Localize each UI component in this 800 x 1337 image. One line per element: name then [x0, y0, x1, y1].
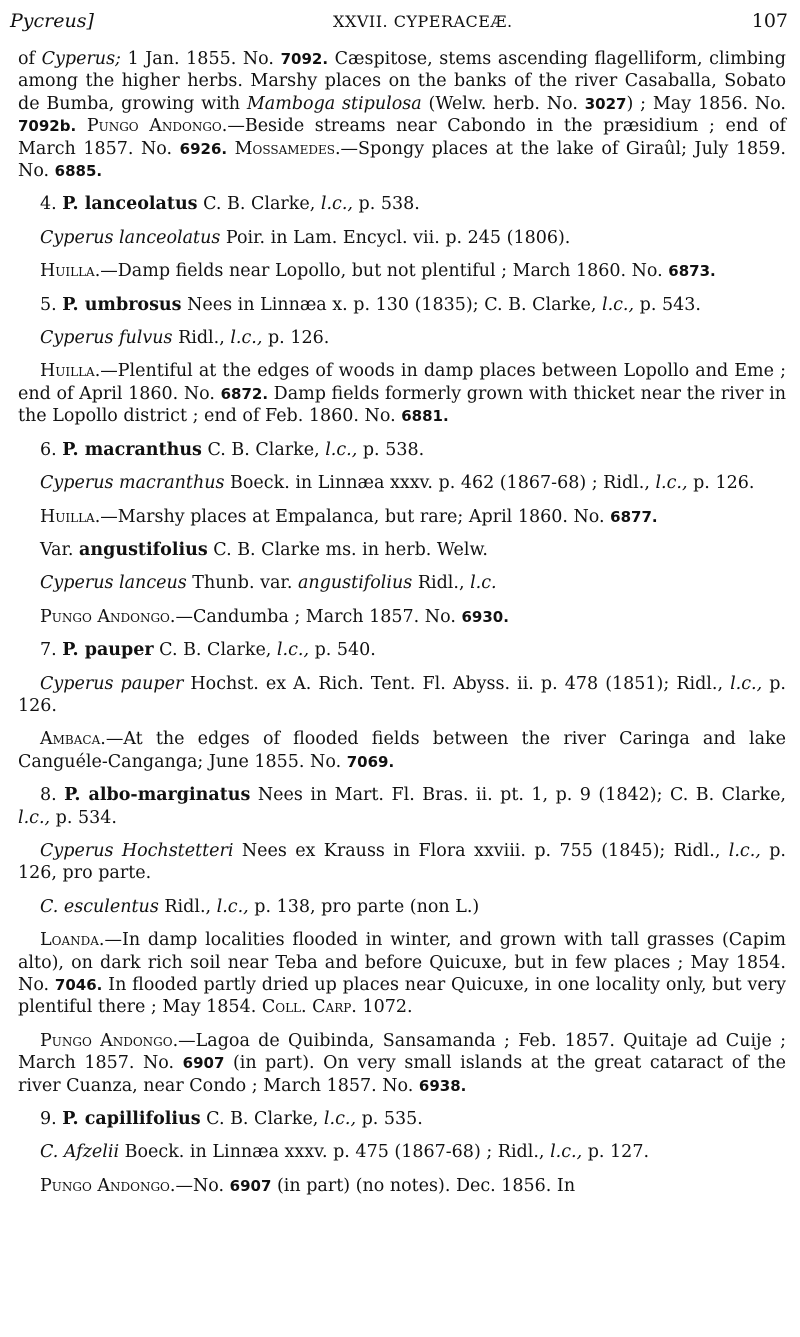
text-segment: Nees ex Krauss in Flora xxviii. p. 755 (1845); Ridl., [233, 840, 729, 861]
paragraph [18, 639, 786, 661]
text-segment: Ridl., [158, 896, 217, 917]
text-segment: P. lanceolatus [62, 194, 198, 215]
text-segment: Loanda. [40, 930, 105, 951]
text-segment: Pungo Andongo. [86, 116, 228, 137]
text-segment: 7092b. [18, 117, 77, 136]
text-segment: C. B. Clarke ms. in herb. Welw. [207, 539, 488, 560]
text-segment: Cyperus Hochstetteri [40, 840, 234, 861]
text-segment: —In damp localities flooded in winter, and grown with tall grasses (Capim alto), on dark rich soil near Teba and before Quicuxe, but in few places ; May 1854. No. [18, 930, 786, 995]
text-segment: Hochst. ex A. Rich. Tent. Fl. Abyss. ii. p. 478 (1851); Ridl., [183, 673, 731, 694]
text-segment: C. B. Clarke, [200, 1109, 324, 1130]
text-segment: p. 534. [50, 807, 117, 828]
text-segment: 7046. [54, 976, 103, 994]
paragraph [18, 294, 786, 316]
text-segment: P. macranthus [62, 439, 202, 460]
text-segment: 6930. [461, 607, 509, 626]
text-segment: 8. [40, 785, 65, 806]
text-segment: l.c., [323, 1109, 357, 1130]
text-segment: 6926. [179, 139, 228, 158]
text-segment: Cæspitose, stems ascending flagelliform, climbing among the higher herbs. Marshy places on the banks of the river Casaballa, Sobato de Bumba, growing with [18, 49, 787, 114]
text-segment: Var. [40, 539, 80, 560]
text-segment: p. 138, pro parte (non L.) [248, 896, 480, 917]
text-segment: l.c., [18, 807, 51, 828]
paragraph [18, 1108, 786, 1130]
text-segment: l.c., [230, 328, 263, 349]
text-segment: l.c. [470, 573, 497, 594]
paragraph [18, 673, 786, 718]
text-segment: P. capillifolius [62, 1109, 201, 1130]
text-segment: l.c., [601, 294, 635, 315]
text-segment: 7092. [280, 50, 329, 68]
chapter-title: XXVII. CYPERACEÆ. [333, 12, 513, 31]
paragraph [18, 784, 786, 829]
text-segment: Thunb. var. [186, 573, 298, 594]
text-segment: l.c., [320, 194, 353, 215]
text-segment: 9. [40, 1109, 63, 1130]
text-segment: l.c., [276, 640, 310, 661]
text-segment: l.c., [728, 840, 761, 861]
text-segment: Huilla. [40, 506, 101, 527]
text-segment: Cyperus lanceolatus [40, 227, 221, 248]
text-segment [227, 139, 235, 159]
text-segment: p. 126. [687, 473, 755, 494]
paragraph [18, 193, 786, 215]
text-segment: Cyperus fulvus [40, 328, 173, 349]
text-segment: (in part) (no notes). Dec. 1856. In [271, 1175, 576, 1196]
text-segment: Nees in Linnæa x. p. 130 (1835); C. B. Clarke, [181, 294, 602, 315]
paragraph [18, 1175, 786, 1197]
text-segment: l.c., [216, 896, 249, 917]
text-segment: l.c., [730, 673, 763, 694]
text-segment: Huilla. [40, 361, 101, 382]
text-segment: 6872. [220, 384, 269, 403]
text-segment [76, 116, 87, 136]
text-segment: Cyperus pauper [40, 673, 184, 694]
text-segment: 6881. [401, 407, 449, 426]
text-segment: —Lagoa de Quibinda, Sansamanda ; Feb. 1857. Quitaje ad Cuije ; March 1857. No. [18, 1030, 786, 1074]
text-segment: angustifolius [79, 539, 208, 560]
paragraph [18, 1030, 786, 1097]
text-segment: P. umbrosus [62, 294, 182, 315]
text-segment: 6907 [182, 1054, 225, 1073]
page-body [18, 48, 786, 1208]
text-segment: —Plentiful at the edges of woods in damp places between Lopollo and Eme ; end of April 1860. No. [18, 361, 786, 404]
text-segment: Mamboga stipulosa [246, 93, 422, 114]
text-segment: Boeck. in Linnæa xxxv. p. 462 (1867-68) ; Ridl., [224, 473, 656, 494]
text-segment: l.c., [655, 473, 688, 494]
text-segment: Poir. in Lam. Encycl. vii. p. 245 (1806). [220, 227, 571, 248]
text-segment: 5. [40, 294, 63, 315]
text-segment: 7069. [346, 752, 395, 771]
text-segment: Boeck. in Linnæa xxxv. p. 475 (1867-68) ; Ridl., [119, 1142, 551, 1163]
text-segment: Mossamedes. [234, 138, 341, 159]
paragraph [18, 506, 786, 528]
text-segment: Pungo Andongo. [40, 1175, 176, 1196]
text-segment: 6907 [229, 1176, 272, 1195]
text-segment: 6. [40, 439, 63, 460]
text-segment: l.c., [325, 439, 358, 460]
paragraph [18, 896, 786, 918]
paragraph [18, 606, 786, 628]
text-segment: p. 126, pro parte. [18, 840, 786, 884]
text-segment: (in part). On very small islands at the great cataract of the river Cuanza, near Condo ; March 1857. No. [18, 1053, 786, 1096]
text-segment: p. 538. [352, 194, 420, 215]
text-segment: Ridl., [172, 328, 231, 349]
paragraph [18, 840, 786, 885]
text-segment: —At the edges of flooded fields between the river Caringa and lake Canguéle-Canganga; June 1855. No. [18, 729, 786, 772]
text-segment: 3027 [584, 94, 627, 113]
text-segment: Ambaca. [40, 729, 106, 750]
text-segment: C. B. Clarke, [153, 640, 277, 661]
paragraph [18, 439, 786, 461]
text-segment: Huilla. [40, 261, 101, 282]
text-segment: Cyperus macranthus [40, 473, 225, 494]
paragraph [18, 327, 786, 349]
text-segment: Nees in Mart. Fl. Bras. ii. pt. 1, p. 9 (1842); C. B. Clarke, [250, 785, 786, 806]
text-segment: of [18, 49, 42, 69]
paragraph [18, 227, 786, 249]
page-number: 107 [751, 10, 788, 32]
text-segment: —Damp fields near Lopollo, but not plentiful ; March 1860. No. [100, 261, 669, 282]
paragraph [18, 1141, 786, 1163]
text-segment: 6885. [54, 162, 103, 181]
text-segment: Cyperus; [41, 49, 121, 69]
text-segment: p. 543. [634, 294, 701, 315]
text-segment: p. 126. [262, 328, 330, 349]
text-segment: p. 126. [18, 673, 786, 716]
text-segment: In flooded partly dried up places near Quicuxe, in one locality only, but very plentiful there ; May 1854. [18, 975, 786, 1018]
text-segment: —Marshy places at Empalanca, but rare; April 1860. No. [100, 506, 611, 527]
paragraph [18, 539, 786, 561]
text-segment: 1072. [356, 997, 413, 1018]
text-segment: C. B. Clarke, [201, 439, 326, 460]
paragraph [18, 728, 786, 773]
text-segment: 6938. [418, 1076, 467, 1095]
text-segment: Damp fields formerly grown with thicket near the river in the Lopollo district ; end of Feb. 1860. No. [18, 383, 786, 427]
text-segment: 1 Jan. 1855. No. [120, 49, 281, 69]
paragraph [18, 472, 786, 494]
text-segment: —Candumba ; March 1857. No. [175, 606, 462, 627]
text-segment: —Beside streams near Cabondo in the præsidium ; end of March 1857. No. [18, 116, 786, 159]
text-segment: 4. [40, 194, 63, 215]
paragraph [18, 360, 786, 427]
text-segment: Pungo Andongo. [40, 606, 176, 627]
text-segment: 7. [40, 640, 63, 661]
text-segment: angustifolius [298, 573, 413, 594]
text-segment: p. 538. [357, 439, 425, 460]
text-segment: P. albo-marginatus [64, 785, 251, 806]
text-segment: p. 127. [582, 1142, 650, 1163]
text-segment: Cyperus lanceus [40, 573, 187, 594]
text-segment: p. 540. [309, 640, 376, 661]
text-segment: C. Afzelii [40, 1142, 120, 1163]
text-segment: l.c., [550, 1142, 583, 1163]
text-segment: Ridl., [412, 573, 471, 594]
text-segment: Coll. Carp. [261, 997, 357, 1018]
running-header [10, 10, 788, 32]
text-segment: —Spongy places at the lake of Giraûl; July 1859. No. [18, 138, 786, 182]
text-segment: p. 535. [356, 1109, 423, 1130]
paragraph [18, 929, 786, 1019]
paragraph [18, 48, 786, 182]
text-segment: 6877. [610, 507, 658, 526]
text-segment: C. esculentus [40, 896, 159, 917]
section-title: Pycreus] [10, 10, 94, 32]
text-segment: Pungo Andongo. [40, 1030, 179, 1051]
text-segment: P. pauper [62, 640, 154, 661]
paragraph [18, 572, 786, 594]
text-segment: C. B. Clarke, [197, 194, 321, 215]
text-segment: 6873. [668, 262, 716, 281]
text-segment: —No. [175, 1175, 230, 1196]
paragraph [18, 260, 786, 282]
text-segment: ) ; May 1856. No. [626, 93, 786, 114]
text-segment: (Welw. herb. No. [421, 93, 585, 114]
